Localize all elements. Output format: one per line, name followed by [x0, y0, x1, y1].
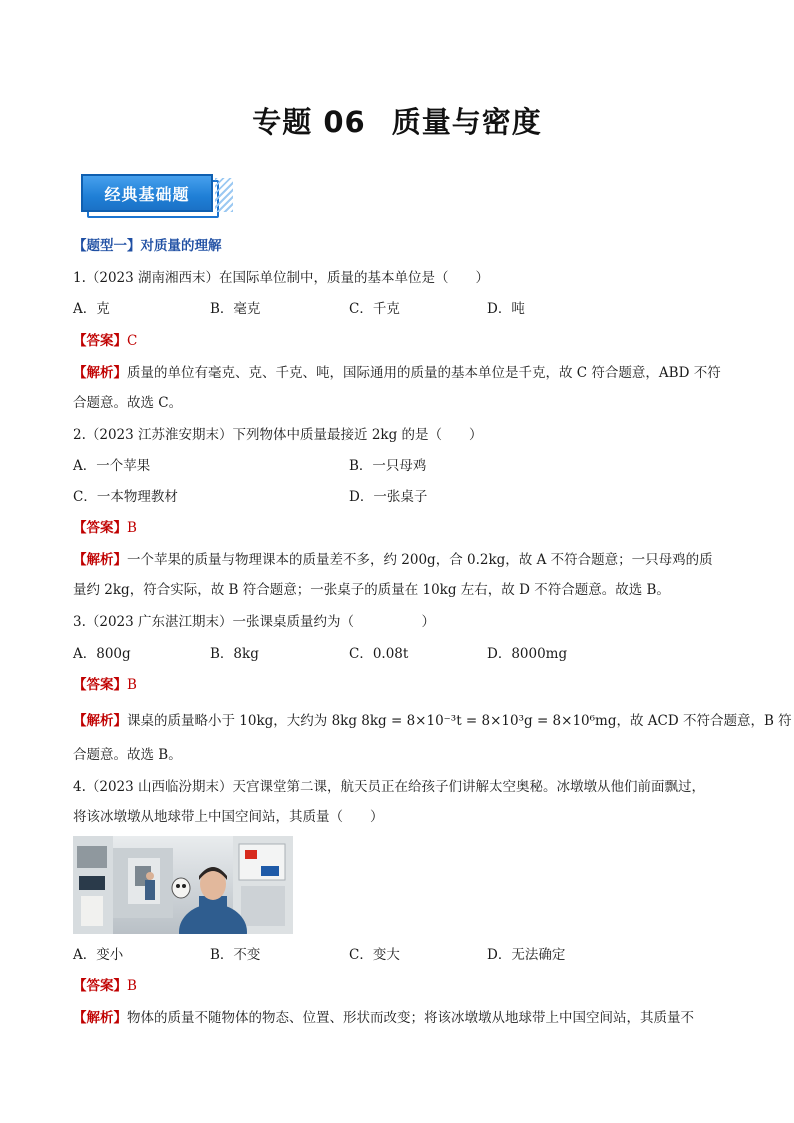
section-banner [81, 174, 221, 220]
q4-option-c: C．变大 [349, 947, 400, 963]
q2-answer: 【答案】B [73, 520, 137, 536]
q3-answer: 【答案】B [73, 677, 137, 693]
q4-options [73, 945, 733, 965]
q1-analysis-line-2: 合题意。故选 C。 [73, 395, 183, 411]
q4-option-a: A．变小 [73, 947, 124, 963]
space-station-illustration [73, 836, 293, 934]
q1-option-b: B．毫克 [210, 301, 261, 317]
q4-option-b: B．不变 [210, 947, 261, 963]
space-station-photo [73, 836, 293, 934]
q4-stem-line-1: 4.（2023 山西临汾期末）天宫课堂第二课，航天员正在给孩子们讲解太空奥秘。冰墩墩从他们前面飘过， [73, 779, 706, 795]
q1-answer: 【答案】C [73, 333, 138, 349]
q1-stem: 1.（2023 湖南湘西末）在国际单位制中，质量的基本单位是（ ） [73, 270, 490, 286]
q1-option-a: A．克 [73, 301, 110, 317]
q2-options-row-2 [73, 487, 733, 507]
q3-option-d: D．8000mg [487, 646, 568, 662]
q3-option-c: C．0.08t [349, 646, 409, 662]
q2-stem: 2.（2023 江苏淮安期末）下列物体中质量最接近 2kg 的是（ ） [73, 427, 483, 443]
q4-stem-line-2: 将该冰墩墩从地球带上中国空间站，其质量（ ） [73, 809, 384, 825]
page-title [0, 100, 794, 141]
q3-options [73, 644, 733, 664]
section-heading: 【题型一】对质量的理解 [73, 238, 222, 254]
q4-analysis-line-1: 【解析】物体的质量不随物体的物态、位置、形状而改变；将该冰墩墩从地球带上中国空间站，其质量不 [73, 1010, 694, 1026]
q3-analysis-line-1: 【解析】课桌的质量略小于 10kg，大约为 8kg 8kg = 8×10⁻³t = 8×10³g = 8×10⁶mg，故 ACD 不符合题意，B 符 [73, 713, 792, 729]
q2-option-b: B．一只母鸡 [349, 458, 427, 474]
q4-option-d: D．无法确定 [487, 947, 566, 963]
q2-option-a: A．一个苹果 [73, 458, 151, 474]
q1-option-d: D．吨 [487, 301, 525, 317]
title-number: 专题 06 [252, 105, 366, 139]
q2-options-row-1 [73, 456, 733, 476]
q2-analysis-line-1: 【解析】一个苹果的质量与物理课本的质量差不多，约 200g，合 0.2kg，故 A 不符合题意；一只母鸡的质 [73, 552, 713, 568]
q3-stem: 3.（2023 广东湛江期末）一张课桌质量约为（ ） [73, 614, 436, 630]
q3-analysis-line-2: 合题意。故选 B。 [73, 747, 182, 763]
q3-option-a: A．800g [73, 646, 131, 662]
q1-analysis-line-1: 【解析】质量的单位有毫克、克、千克、吨，国际通用的质量的基本单位是千克，故 C 符合题意，ABD 不符 [73, 365, 721, 381]
banner-stripes-decoration [215, 178, 233, 212]
q4-answer: 【答案】B [73, 978, 137, 994]
q3-option-b: B．8kg [210, 646, 259, 662]
q2-analysis-line-2: 量约 2kg，符合实际，故 B 符合题意；一张桌子的质量在 10kg 左右，故 D 不符合题意。故选 B。 [73, 582, 670, 598]
q1-options [73, 299, 733, 319]
q2-option-d: D．一张桌子 [349, 489, 428, 505]
title-topic: 质量与密度 [391, 105, 542, 139]
banner-label: 经典基础题 [81, 174, 213, 212]
q2-option-c: C．一本物理教材 [73, 489, 178, 505]
q1-option-c: C．千克 [349, 301, 400, 317]
